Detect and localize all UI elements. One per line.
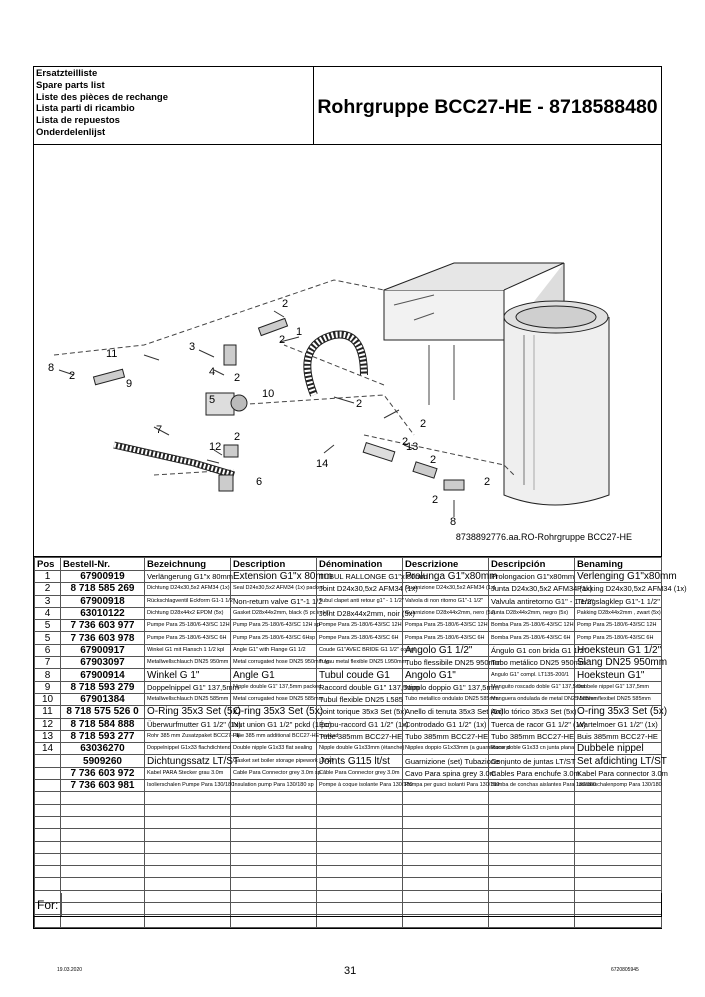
cell-en: Metal corrugated hose DN25 585mm [231,693,317,705]
cell-it: Tubo metallico ondulato DN25 585mm [403,693,489,705]
cell-order-number: 67901384 [61,693,145,705]
cell-it: Pompa per gusci isolanti Para 130/180 [403,780,489,792]
cell-pos [35,780,61,792]
cell-empty [61,804,145,816]
table-row [35,780,662,792]
cell-nl: Pakking D24x30,5x2 AFM34 (1x) [575,583,662,595]
table-row [35,607,662,619]
cell-en: Insulation pump Para 130/180 sp [231,780,317,792]
cell-empty [489,841,575,853]
cell-fr: Coude G1"AVEC BRIDE G1 1/2" compl. [317,644,403,656]
callout-2: 2 [69,370,76,382]
col-order-number: Bestell-Nr. [61,558,145,571]
cell-en: Metal corrugated hose DN25 950mm Ig [231,657,317,669]
table-row [35,767,662,779]
cell-empty [35,792,61,804]
cell-en: Gasket set boiler storage pipework LT/ST [231,755,317,767]
cell-empty [61,792,145,804]
cell-order-number: 67903097 [61,657,145,669]
title-fr: Liste des pièces de rechange [36,91,169,103]
cell-empty [61,866,145,878]
cell-empty [575,866,662,878]
cell-empty [61,853,145,865]
callout-5: 5 [209,394,216,406]
cell-fr: Tube 385mm BCC27-HE [317,730,403,742]
storage-tank [504,317,609,505]
table-row-empty [35,816,662,828]
cell-en: Angle G1 [231,669,317,681]
cell-fr: Tubul clapet anti retour g1" - 1 1/2" [317,595,403,607]
cell-empty [403,878,489,890]
cell-empty [489,804,575,816]
cell-de: Dichtung D24x30,5x2 AFM34 (1x) [145,583,231,595]
callout-13: 13 [406,441,419,453]
cell-fr: Tuyau metal flexible DN25 L950mm [317,657,403,669]
col-en: Description [231,558,317,571]
parts-list-frame [33,66,687,929]
cell-pos: 11 [35,706,61,718]
cell-nl: Wartelmoer G1 1/2" (1x) [575,718,662,730]
hose-10 [307,335,364,396]
cell-es: Bomba Para 25-180/6-43/SC 12H [489,620,575,632]
table-row [35,706,662,718]
cell-pos: 2 [35,583,61,595]
cell-empty [575,853,662,865]
cell-empty [317,816,403,828]
cell-empty [35,841,61,853]
cell-de: Doppelnippel G1x33 flachdichtend [145,743,231,755]
table-row-empty [35,878,662,890]
cell-de: Verlängerung G1"x 80mm [145,571,231,583]
cell-nl: Slang DN25 950mm [575,657,662,669]
cell-it: Angolo G1 1/2" [403,644,489,656]
cell-empty [145,804,231,816]
callout-2: 2 [430,454,437,466]
cell-de: Rückschlagventil Eckform G1-1 1/2" [145,595,231,607]
cell-de: Pumpe Para 25-180/6-43/SC 6H [145,632,231,644]
cell-order-number: 8 718 593 279 [61,681,145,693]
cell-empty [145,816,231,828]
cell-nl: Kabel Para connector 3.0m [575,767,662,779]
cell-order-number: 67900919 [61,571,145,583]
cell-empty [231,841,317,853]
cell-pos: 5 [35,620,61,632]
cell-fr: Nipple double G1x33mm (étanche) [317,743,403,755]
cell-empty [231,804,317,816]
cell-es: Junta D24x30,5x2 AFM34 (1x) [489,583,575,595]
cell-fr: TUBUL RALLONGE G1"x 80mm [317,571,403,583]
cell-es: Anillo tórico 35x3 Set (5x) [489,706,575,718]
cell-en: Angle G1" with Flange G1 1/2 [231,644,317,656]
cell-pos: 13 [35,730,61,742]
cell-order-number: 7 736 603 977 [61,620,145,632]
table-row [35,755,662,767]
callout-1: 1 [296,326,303,338]
cell-en: Pump Para 25-180/6-43/SC 12H sp [231,620,317,632]
cell-de: Dichtung D28x44x2 EPDM (5x) [145,607,231,619]
cell-empty [403,841,489,853]
cell-nl: O-ring 35x3 Set (5x) [575,706,662,718]
cell-empty [489,853,575,865]
callout-4: 4 [209,366,216,378]
cell-it: Controdado G1 1/2" (1x) [403,718,489,730]
cell-pos: 14 [35,743,61,755]
cell-order-number: 67900917 [61,644,145,656]
cell-en: O-ring 35x3 Set (5x) [231,706,317,718]
cell-en: Non-return valve G1"-1 1/2 [231,595,317,607]
cell-empty [231,816,317,828]
callout-2: 2 [356,398,363,410]
parts-table [34,557,687,928]
cell-empty [35,866,61,878]
col-pos: Pos [35,558,61,571]
cell-it: Pompa Para 25-180/6-43/SC 6H [403,632,489,644]
drawing-caption: 8738892776.aa.RO-Rohrgruppe BCC27-HE [455,532,632,542]
cell-es: Junta D28x44x2mm, negro (5x) [489,607,575,619]
callout-2: 2 [234,431,241,443]
cell-nl: Pomp Para 25-180/6-43/SC 12H [575,620,662,632]
cell-pos: 7 [35,657,61,669]
exploded-drawing [34,145,661,557]
cell-empty [145,878,231,890]
callout-2: 2 [432,494,439,506]
cell-nl: Metalen flexibel DN25 585mm [575,693,662,705]
cell-pos: 12 [35,718,61,730]
cell-empty [231,829,317,841]
cell-de: Isolierschalen Pumpe Para 130/180 [145,780,231,792]
cell-empty [35,816,61,828]
cell-de: O-Ring 35x3 Set (5x) [145,706,231,718]
cell-nl: Hoeksteun G1" [575,669,662,681]
table-row [35,730,662,742]
cell-order-number: 8 718 584 888 [61,718,145,730]
cell-es: Tuerca de racor G1 1/2" (1x) [489,718,575,730]
cell-fr: Câble Para Connector grey 3.0m [317,767,403,779]
cell-empty [489,878,575,890]
table-row-empty [35,829,662,841]
cell-empty [575,841,662,853]
cell-de: Pumpe Para 25-180/6-43/SC 12H [145,620,231,632]
cell-empty [317,866,403,878]
cell-en: Pump Para 25-180/6-43/SC 6Hsp [231,632,317,644]
cell-nl: Terugslagklep G1"-1 1/2" [575,595,662,607]
col-de: Bezeichnung [145,558,231,571]
title-es: Lista de repuestos [36,115,120,127]
table-row [35,669,662,681]
cell-it: Nipples doppio G1x33mm (a guarnizione pi [403,743,489,755]
cell-nl: Isolatieschalenpomp Para 130/180 [575,780,662,792]
title-de: Ersatzteilliste [36,68,98,79]
cell-de: Winkel G1 mit Flansch 1 1/2 kpl [145,644,231,656]
callout-2: 2 [420,418,427,430]
cell-empty [317,829,403,841]
cell-es: Manguito roscado doble G1" 137,5mm [489,681,575,693]
cell-empty [317,841,403,853]
cell-nl: Pakking D28x44x2mm , zwart (5x) [575,607,662,619]
cell-pos: 4 [35,607,61,619]
cell-es: Valvula antiretorno G1" - 1 1/2" [489,595,575,607]
cell-empty [35,853,61,865]
cell-es: Cables Para enchufe 3.0m [489,767,575,779]
cell-it: Angolo G1" [403,669,489,681]
cell-nl: Pomp Para 25-180/6-43/SC 6H [575,632,662,644]
cell-order-number: 67900914 [61,669,145,681]
callout-8: 8 [48,362,55,374]
table-row [35,743,662,755]
col-it: Descrizione [403,558,489,571]
cell-empty [403,829,489,841]
callout-12: 12 [209,441,222,453]
table-row-empty [35,853,662,865]
cell-empty [403,853,489,865]
cell-fr: Pompe Para 25-180/6-43/SC 6H [317,632,403,644]
cell-empty [317,853,403,865]
cell-es: Ángulo G1 con brida G1 1/2" [489,644,575,656]
cell-empty [403,792,489,804]
cell-en: Extension G1"x 80mm [231,571,317,583]
cell-fr: Raccord double G1" 137,5mm [317,681,403,693]
callout-14: 14 [316,458,329,470]
cell-order-number: 8 718 575 526 0 [61,706,145,718]
header-language-titles [34,67,314,144]
cell-it: Guarnizione D24x30,5x2 AFM34 (1x) [403,583,489,595]
cell-en: Nipple double G1" 137,5mm packed [231,681,317,693]
cell-empty [489,816,575,828]
cell-pos [35,755,61,767]
cell-en: Cable Para Connector grey 3.0m sp [231,767,317,779]
cell-it: Pompa Para 25-180/6-43/SC 12H [403,620,489,632]
cell-pos: 5 [35,632,61,644]
cell-order-number: 63010122 [61,607,145,619]
table-row [35,583,662,595]
cell-it: Guarnizione (set) Tubazione [403,755,489,767]
callout-9: 9 [126,378,133,390]
footer-date: 19.03.2020 [57,967,83,973]
cell-empty [61,816,145,828]
cell-fr: Joint D28x44x2mm, noir (5x) [317,607,403,619]
cell-fr: Pompe Para 25-180/6-43/SC 12H [317,620,403,632]
col-nl: Benaming [575,558,662,571]
exploded-view-svg [34,145,661,556]
table-header-row [35,558,662,571]
for-row [33,893,662,917]
cell-empty [575,804,662,816]
table-row-empty [35,866,662,878]
cell-it: Tubo flessibile DN25 950mm [403,657,489,669]
callout-8: 8 [450,516,457,528]
cell-pos: 10 [35,693,61,705]
callout-3: 3 [189,341,196,353]
cell-empty [145,829,231,841]
cell-nl: Buis 385mm BCC27-HE [575,730,662,742]
cell-empty [575,829,662,841]
cell-de: Metallwellschlauch DN25 585mm [145,693,231,705]
cell-empty [231,792,317,804]
cell-order-number: 7 736 603 972 [61,767,145,779]
callout-2: 2 [282,298,289,310]
cell-es: Tubo 385mm BCC27-HE [489,730,575,742]
cell-empty [231,878,317,890]
cell-order-number: 63036270 [61,743,145,755]
cell-fr: Tubul coude G1 [317,669,403,681]
cell-it: Prolunga G1"x80mm [403,571,489,583]
table-row [35,693,662,705]
cell-pos: 9 [35,681,61,693]
cell-es: Tubo metálico DN25 950mm [489,657,575,669]
cell-es: Prolongacion G1"x80mm [489,571,575,583]
product-title: Rohrgruppe BCC27-HE - 8718588480 [317,96,658,118]
cell-de: Metallwellschlauch DN25 950mm [145,657,231,669]
cell-empty [403,816,489,828]
callout-2: 2 [234,372,241,384]
cell-order-number: 5909260 [61,755,145,767]
table-row [35,657,662,669]
cell-en: Pipe 385 mm additional BCC27-HE packed [231,730,317,742]
cell-it: Anello di tenuta 35x3 Set (5x) [403,706,489,718]
callout-2: 2 [402,436,409,448]
table-row [35,681,662,693]
page-number: 31 [344,965,357,977]
cell-order-number: 8 718 585 269 [61,583,145,595]
cell-empty [61,841,145,853]
title-nl: Onderdelenlijst [36,126,106,138]
cell-it: Nipplo doppio G1" 137,5mm [403,681,489,693]
callout-7: 7 [156,424,163,436]
cell-empty [489,792,575,804]
cell-nl: Dubbele nippel [575,743,662,755]
cell-empty [403,866,489,878]
cell-fr: Joint torique 35x3 Set (5x) [317,706,403,718]
cell-empty [145,841,231,853]
cell-empty [575,792,662,804]
cell-empty [61,878,145,890]
for-label: For: [37,898,59,912]
cell-empty [35,829,61,841]
callout-11: 11 [106,348,118,360]
cell-es: Bomba Para 25-180/6-43/SC 6H [489,632,575,644]
callout-6: 6 [256,476,263,488]
callout-2: 2 [484,476,491,488]
cell-order-number: 7 736 603 981 [61,780,145,792]
cell-en: Gasket D28x44x2mm, black (5 pc in kit) [231,607,317,619]
document-code: 6720805945 [611,967,639,973]
cell-de: Kabel PARA Stecker grau 3.0m [145,767,231,779]
table-row [35,644,662,656]
cell-fr: Écrou-raccord G1 1/2" (1x) [317,718,403,730]
cell-empty [145,866,231,878]
title-en: Spare parts list [36,79,105,91]
cell-empty [61,829,145,841]
table-row [35,571,662,583]
cell-de: Winkel G 1" [145,669,231,681]
title-it: Lista parti di ricambio [36,103,135,115]
cell-de: Überwurfmutter G1 1/2" (1x) [145,718,231,730]
cell-empty [317,878,403,890]
cell-order-number: 67900918 [61,595,145,607]
cell-de: Dichtungssatz LT/ST [145,755,231,767]
cell-empty [231,853,317,865]
cell-es: Racor doble G1x33 cn junta plana [489,743,575,755]
table-row-empty [35,841,662,853]
header [34,67,661,145]
cell-it: Guarnizione D28x44x2mm, nero (5x) [403,607,489,619]
cell-empty [145,853,231,865]
cell-order-number: 8 718 593 277 [61,730,145,742]
cell-pos: 6 [35,644,61,656]
table-row [35,632,662,644]
cell-pos: 3 [35,595,61,607]
cell-it: Tubo 385mm BCC27-HE [403,730,489,742]
cell-empty [489,866,575,878]
col-es: Descripción [489,558,575,571]
table-row [35,620,662,632]
cell-de: Rohr 385 mm Zusatzpaket BCC27-HE [145,730,231,742]
table-row-empty [35,804,662,816]
cell-empty [403,804,489,816]
cell-fr: Joint D24x30,5x2 AFM34 (1x) [317,583,403,595]
cell-es: Conjunto de juntas LT/ST [489,755,575,767]
cell-nl: Verlenging G1"x80mm [575,571,662,583]
cell-fr: Pompe à coque isolante Para 130/180 [317,780,403,792]
cell-es: Manguera ondulada de metal DN25 585mm [489,693,575,705]
boiler-body [384,290,504,340]
parts-table-body [35,571,687,928]
cell-it: Valvola di non ritorno G1"-1 1/2" [403,595,489,607]
cell-empty [35,878,61,890]
cell-de: Doppelnippel G1" 137,5mm [145,681,231,693]
table-row-empty [35,792,662,804]
cell-empty [575,878,662,890]
cell-it: Cavo Para spina grey 3.0m [403,767,489,779]
cell-fr: Joints G115 lt/st [317,755,403,767]
cell-empty [489,829,575,841]
cell-empty [35,804,61,816]
cell-nl: Dubbele nippel G1" 137,5mm [575,681,662,693]
cell-nl: Hoeksteun G1 1/2" [575,644,662,656]
cell-empty [575,816,662,828]
cell-en: Double nipple G1x33 flat sealing [231,743,317,755]
cell-en: Nut union G1 1/2" pckd (1 pc) [231,718,317,730]
cell-empty [317,792,403,804]
table-row [35,595,662,607]
cell-en: Seal D24x30,5x2 AFM34 (1x) packed [231,583,317,595]
cell-fr: Tubul flexible DN25 L585 [317,693,403,705]
cell-nl: Set afdichting LT/ST [575,755,662,767]
cell-pos: 8 [35,669,61,681]
cell-empty [231,866,317,878]
cell-pos: 1 [35,571,61,583]
col-fr: Dénomination [317,558,403,571]
cell-pos [35,767,61,779]
table-row [35,718,662,730]
callout-10: 10 [262,388,275,400]
cell-empty [145,792,231,804]
cell-es: Bomba de conchas aislantes Para 130/180 [489,780,575,792]
cell-empty [317,804,403,816]
cell-es: Angulo G1" compl. LT135-200/1 [489,669,575,681]
cell-order-number: 7 736 603 978 [61,632,145,644]
callout-2: 2 [279,334,286,346]
